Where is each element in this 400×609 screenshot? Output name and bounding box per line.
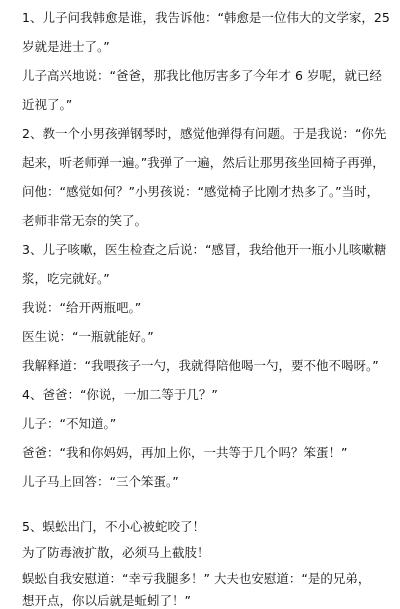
text-line: 蜈蚣自我安慰道：“幸亏我腿多！” 大夫也安慰道：“是的兄弟，	[22, 571, 371, 586]
text-line: 儿子马上回答：“三个笨蛋。”	[22, 474, 179, 489]
text-line: 医生说：“一瓶就能好。”	[22, 329, 154, 344]
text-line: 我说：“给开两瓶吧。”	[22, 300, 142, 315]
text-line: 1、儿子问我韩愈是谁，我告诉他：“韩愈是一位伟大的文学家，25	[22, 10, 390, 25]
text-line: 岁就是进士了。”	[22, 39, 110, 54]
text-line: 5、蜈蚣出门，不小心被蛇咬了！	[22, 519, 205, 534]
text-line: 为了防毒液扩散，必须马上截肢！	[22, 545, 210, 560]
text-line: 爸爸：“我和你妈妈，再加上你，一共等于几个吗？笨蛋！”	[22, 445, 348, 460]
text-line: 我解释道：“我喂孩子一勺，我就得陪他喝一勺，要不他不喝呀。”	[22, 358, 379, 373]
text-line: 老师非常无奈的笑了。	[22, 213, 148, 228]
text-line: 问他：“感觉如何？”小男孩说：“感觉椅子比刚才热多了。”当时，	[22, 184, 380, 199]
text-line: 4、爸爸：“你说，一加二等于几？”	[22, 387, 218, 402]
text-line: 儿子高兴地说：“爸爸，那我比他厉害多了今年才 6 岁呢，就已经	[22, 68, 382, 83]
text-line: 2、教一个小男孩弹钢琴时，感觉他弹得有问题。于是我说：“你先	[22, 126, 387, 141]
text-line: 3、儿子咳嗽，医生检查之后说：“感冒，我给他开一瓶小儿咳嗽糖	[22, 242, 387, 257]
text-line: 近视了。”	[22, 97, 73, 112]
text-line: 想开点，你以后就是蚯蚓了！”	[22, 593, 191, 608]
text-line: 儿子：“不知道。”	[22, 416, 117, 431]
text-line: 起来，听老师弹一遍。”我弹了一遍，然后让那男孩坐回椅子再弹，	[22, 155, 385, 170]
text-line: 浆，吃完就好。”	[22, 271, 110, 286]
